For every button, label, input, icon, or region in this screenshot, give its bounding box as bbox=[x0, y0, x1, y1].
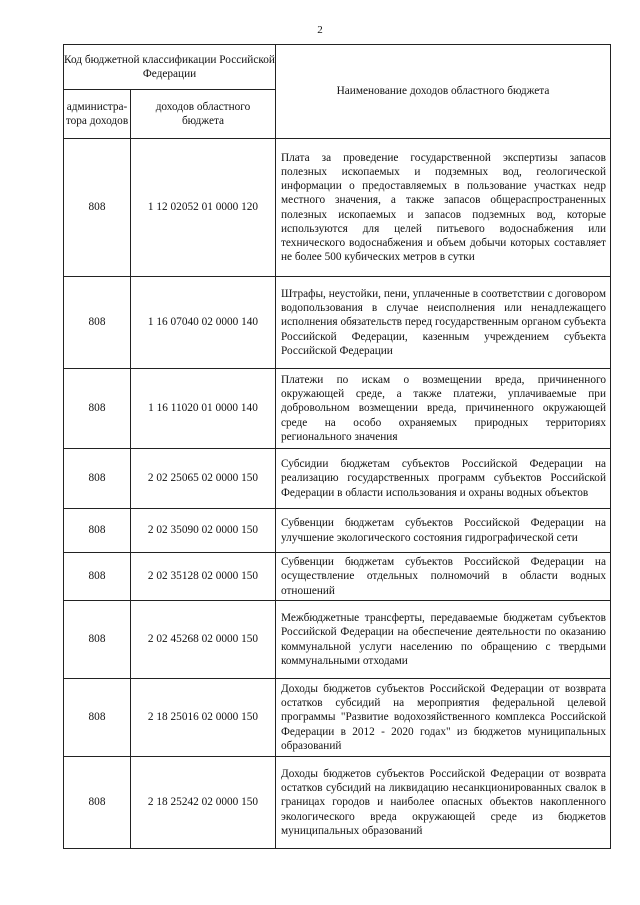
admin-code-cell: 808 bbox=[64, 757, 131, 849]
income-name-text: Платежи по искам о возмещении вреда, причиненного окружающей среде, а также платежи, уплачиваемые при добровольном возмещении вреда, причиненного окружающей среде на особо охраняемых природных территориях регионального значения bbox=[281, 373, 606, 443]
budget-code-cell: 2 02 35090 02 0000 150 bbox=[131, 509, 276, 553]
admin-code-cell: 808 bbox=[64, 509, 131, 553]
budget-income-table bbox=[63, 44, 611, 849]
budget-code-cell: 2 18 25016 02 0000 150 bbox=[131, 679, 276, 757]
budget-code-cell: 1 16 11020 01 0000 140 bbox=[131, 369, 276, 449]
table-row bbox=[64, 601, 611, 679]
admin-code-cell: 808 bbox=[64, 277, 131, 369]
admin-code-cell: 808 bbox=[64, 553, 131, 601]
admin-code-cell: 808 bbox=[64, 369, 131, 449]
table-row bbox=[64, 553, 611, 601]
income-name-cell bbox=[276, 277, 611, 369]
table-row bbox=[64, 757, 611, 849]
income-name-text: Штрафы, неустойки, пени, уплаченные в соответствии с договором водопользования в случае неисполнения или ненадлежащего исполнения обязательств перед государственным органом субъекта Российской Федерации, казенным учреждением субъекта Российской Федерации bbox=[281, 287, 606, 357]
admin-code-cell: 808 bbox=[64, 601, 131, 679]
admin-code-cell: 808 bbox=[64, 139, 131, 277]
income-name-cell bbox=[276, 509, 611, 553]
table-row bbox=[64, 679, 611, 757]
income-name-cell bbox=[276, 679, 611, 757]
budget-code-cell: 1 12 02052 01 0000 120 bbox=[131, 139, 276, 277]
page-number: 2 bbox=[317, 24, 323, 36]
income-name-cell bbox=[276, 757, 611, 849]
header-administrator: администра-тора доходов bbox=[64, 90, 131, 139]
table-row bbox=[64, 139, 611, 277]
table-row bbox=[64, 449, 611, 509]
table-row bbox=[64, 277, 611, 369]
income-name-text: Плата за проведение государственной экспертизы запасов полезных ископаемых и подземных вод, геологической информации о предоставляемых в пользование участках недр местного значения, а также запасов общераспространенных полезных ископаемых и запасов подземных вод, которые используются для целей питьевого водоснабжения или технического водоснабжения и объем добычи которых составляет не более 500 кубических метров в сутки bbox=[281, 151, 606, 264]
income-name-cell bbox=[276, 139, 611, 277]
budget-code-cell: 1 16 07040 02 0000 140 bbox=[131, 277, 276, 369]
income-name-cell bbox=[276, 369, 611, 449]
budget-code-cell: 2 02 45268 02 0000 150 bbox=[131, 601, 276, 679]
budget-code-cell: 2 02 25065 02 0000 150 bbox=[131, 449, 276, 509]
table-row bbox=[64, 369, 611, 449]
income-name-text: Межбюджетные трансферты, передаваемые бюджетам субъектов Российской Федерации на обеспечение деятельности по оказанию коммунальной услуги населению по обращению с твердыми коммунальными отходами bbox=[281, 612, 606, 667]
budget-code-cell: 2 02 35128 02 0000 150 bbox=[131, 553, 276, 601]
income-name-text: Субвенции бюджетам субъектов Российской Федерации на осуществление отдельных полномочий в области водных отношений bbox=[281, 556, 606, 597]
admin-code-cell: 808 bbox=[64, 449, 131, 509]
table-row bbox=[64, 509, 611, 553]
income-name-cell bbox=[276, 553, 611, 601]
budget-code-cell: 2 18 25242 02 0000 150 bbox=[131, 757, 276, 849]
header-income-code: доходов областного бюджета bbox=[131, 90, 276, 139]
income-name-cell bbox=[276, 449, 611, 509]
income-name-cell bbox=[276, 601, 611, 679]
header-classification-code: Код бюджетной классификации Российской Федерации bbox=[64, 45, 276, 90]
income-name-text: Доходы бюджетов субъектов Российской Федерации от возврата остатков субсидий на мероприятия федеральной целевой программы "Развитие водохозяйственного комплекса Российской Федерации в 2012 - 2020 годах" из бюджетов муниципальных образований bbox=[281, 682, 606, 752]
admin-code-cell: 808 bbox=[64, 679, 131, 757]
income-name-text: Доходы бюджетов субъектов Российской Федерации от возврата остатков субсидий на ликвидацию несанкционированных свалок в границах городов и наиболее опасных объектов накопленного экологического вреда окружающей среде из бюджетов муниципальных образований bbox=[281, 767, 606, 837]
income-name-text: Субвенции бюджетам субъектов Российской Федерации на улучшение экологического состояния гидрографической сети bbox=[281, 517, 606, 544]
header-income-name: Наименование доходов областного бюджета bbox=[276, 45, 611, 139]
income-name-text: Субсидии бюджетам субъектов Российской Федерации на реализацию государственных программ субъектов Российской Федерации в области использования и охраны водных объектов bbox=[281, 458, 606, 499]
